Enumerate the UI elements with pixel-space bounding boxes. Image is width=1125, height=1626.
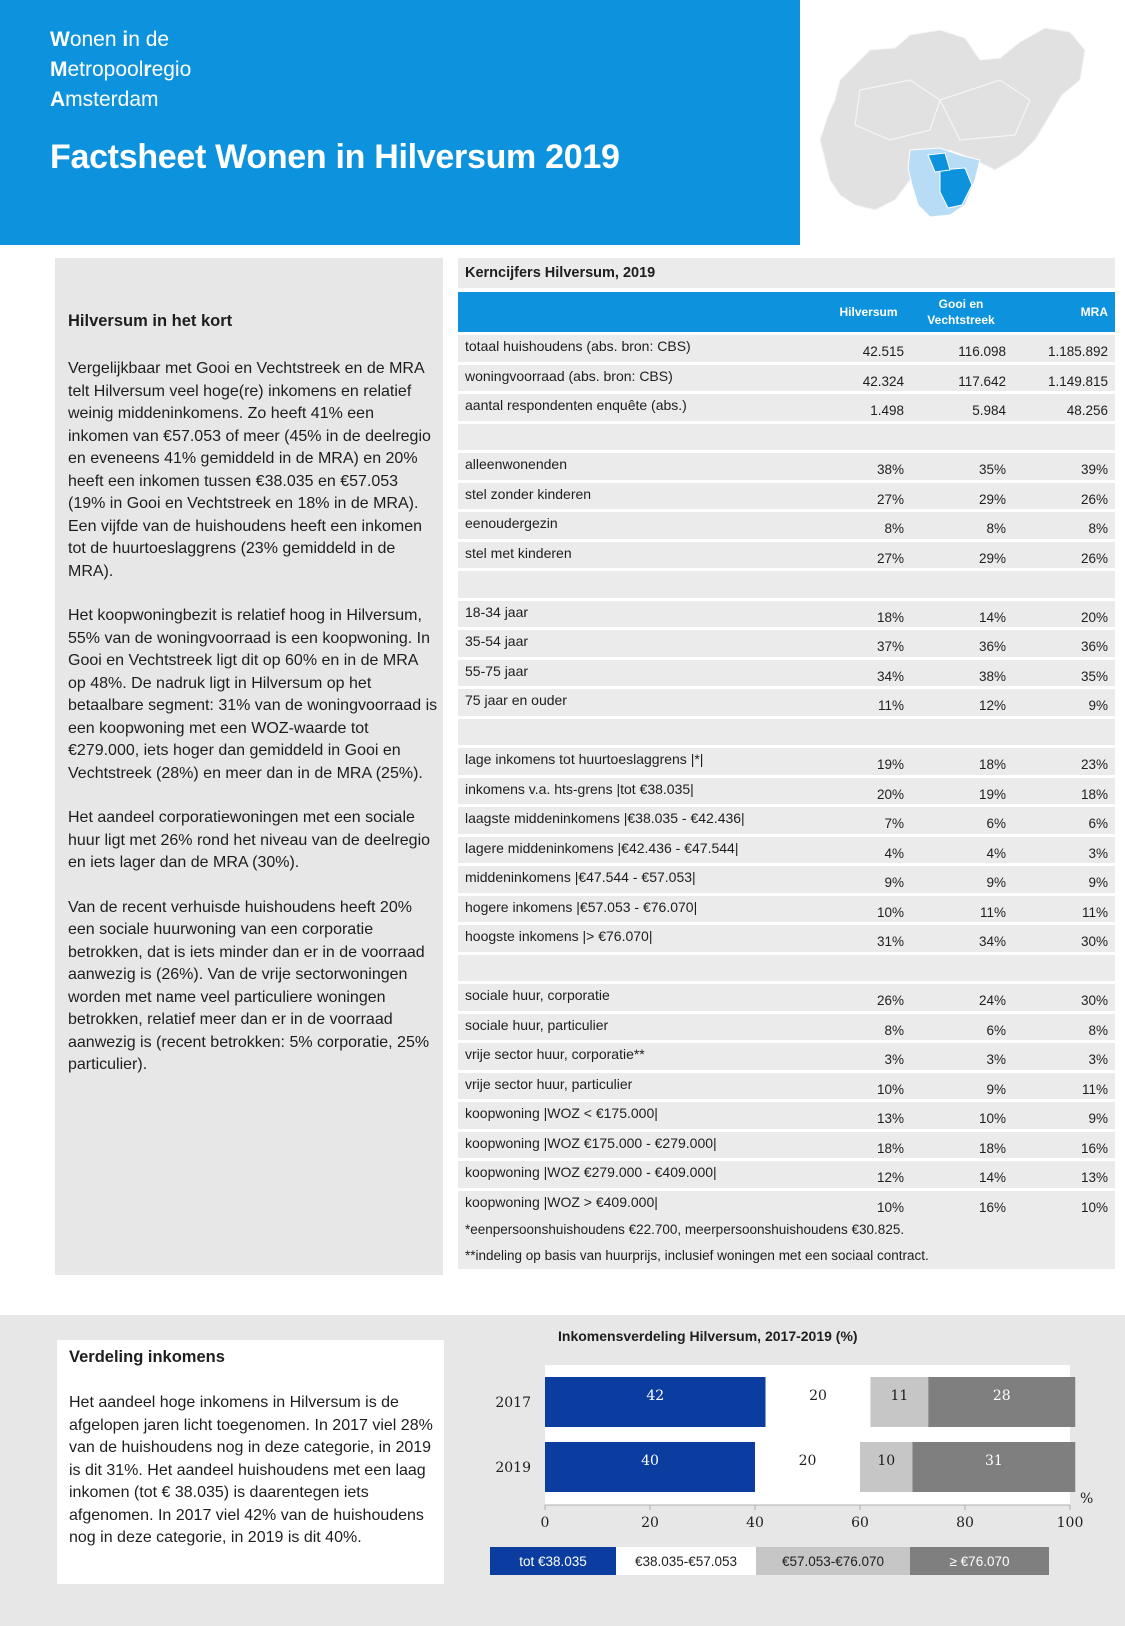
row-label: middeninkomens |€47.544 - €57.053| bbox=[458, 866, 828, 893]
value-mra: 6% bbox=[1011, 807, 1115, 834]
value-gooi: 14% bbox=[909, 1161, 1013, 1188]
value-mra: 16% bbox=[1011, 1132, 1115, 1159]
value-hilversum: 26% bbox=[826, 984, 911, 1011]
value-hilversum: 7% bbox=[826, 807, 911, 834]
value-mra: 48.256 bbox=[1011, 394, 1115, 421]
logo-line-3: Amsterdam bbox=[50, 88, 159, 111]
table-footnote: **indeling op basis van huurprijs, inclusief woningen met een sociaal contract. bbox=[458, 1243, 1115, 1269]
intro-body bbox=[68, 358, 438, 1099]
value-gooi: 12% bbox=[909, 689, 1013, 716]
value-mra: 11% bbox=[1011, 896, 1115, 923]
value-hilversum: 42.324 bbox=[826, 365, 911, 392]
row-label: koopwoning |WOZ €175.000 - €279.000| bbox=[458, 1132, 828, 1159]
value-gooi: 9% bbox=[909, 1073, 1013, 1100]
table-row bbox=[458, 1043, 1115, 1070]
row-label: lagere middeninkomens |€42.436 - €47.544| bbox=[458, 837, 828, 864]
column-header-mra: MRA bbox=[1080, 305, 1108, 319]
table-row bbox=[458, 778, 1115, 805]
table-row bbox=[458, 837, 1115, 864]
value-hilversum: 8% bbox=[826, 512, 911, 539]
value-gooi: 38% bbox=[909, 660, 1013, 687]
value-gooi: 34% bbox=[909, 925, 1013, 952]
table-spacer-row bbox=[458, 571, 1115, 598]
value-mra: 35% bbox=[1011, 660, 1115, 687]
row-label: sociale huur, particulier bbox=[458, 1014, 828, 1041]
value-mra: 20% bbox=[1011, 601, 1115, 628]
value-hilversum: 10% bbox=[826, 1191, 911, 1218]
value-gooi: 6% bbox=[909, 807, 1013, 834]
table-title: Kerncijfers Hilversum, 2019 bbox=[458, 258, 1115, 288]
row-label: laagste middeninkomens |€38.035 - €42.436| bbox=[458, 807, 828, 834]
value-hilversum: 11% bbox=[826, 689, 911, 716]
table-row bbox=[458, 807, 1115, 834]
value-gooi: 3% bbox=[909, 1043, 1013, 1070]
value-mra: 1.149.815 bbox=[1011, 365, 1115, 392]
value-gooi: 35% bbox=[909, 453, 1013, 480]
table-row bbox=[458, 335, 1115, 362]
value-mra: 9% bbox=[1011, 866, 1115, 893]
value-mra: 30% bbox=[1011, 984, 1115, 1011]
row-label: 75 jaar en ouder bbox=[458, 689, 828, 716]
value-mra: 10% bbox=[1011, 1191, 1115, 1218]
value-hilversum: 13% bbox=[826, 1102, 911, 1129]
data-label: 10 bbox=[877, 1453, 896, 1469]
x-tick-label: 20 bbox=[641, 1515, 659, 1531]
x-tick-label: 60 bbox=[851, 1515, 869, 1531]
value-mra: 30% bbox=[1011, 925, 1115, 952]
row-label: eenoudergezin bbox=[458, 512, 828, 539]
row-label: koopwoning |WOZ < €175.000| bbox=[458, 1102, 828, 1129]
value-mra: 1.185.892 bbox=[1011, 335, 1115, 362]
table-row bbox=[458, 542, 1115, 569]
intro-paragraph: Van de recent verhuisde huishoudens heeft 20% een sociale huurwoning van een corporatie betrokken, dat is iets minder dan er in de voorraad aanwezig is (26%). Van de vrije sectorwoningen worden met name veel particuliere woningen betrokken, relatief meer dan er in de voorraad aanwezig is (recent betrokken: 5% corporatie, 25% particulier). bbox=[68, 898, 430, 1073]
row-label: stel met kinderen bbox=[458, 542, 828, 569]
value-hilversum: 10% bbox=[826, 1073, 911, 1100]
table-row bbox=[458, 925, 1115, 952]
value-gooi: 11% bbox=[909, 896, 1013, 923]
row-label: inkomens v.a. hts-grens |tot €38.035| bbox=[458, 778, 828, 805]
table-row bbox=[458, 453, 1115, 480]
table-row bbox=[458, 630, 1115, 657]
value-hilversum: 19% bbox=[826, 748, 911, 775]
value-gooi: 8% bbox=[909, 512, 1013, 539]
value-hilversum: 42.515 bbox=[826, 335, 911, 362]
value-gooi: 24% bbox=[909, 984, 1013, 1011]
table-row bbox=[458, 984, 1115, 1011]
value-hilversum: 18% bbox=[826, 601, 911, 628]
value-mra: 3% bbox=[1011, 1043, 1115, 1070]
row-label: alleenwonenden bbox=[458, 453, 828, 480]
table-header bbox=[458, 292, 1115, 332]
table-row bbox=[458, 689, 1115, 716]
column-header-hilversum: Hilversum bbox=[839, 305, 898, 319]
legend-entry: tot €38.035 bbox=[519, 1554, 587, 1569]
income-panel bbox=[57, 1340, 444, 1584]
table-row bbox=[458, 1014, 1115, 1041]
table-row bbox=[458, 896, 1115, 923]
data-label: 20 bbox=[798, 1453, 817, 1469]
key-figures-table bbox=[458, 258, 1115, 1269]
value-gooi: 10% bbox=[909, 1102, 1013, 1129]
logo-line-2: Metropoolregio bbox=[50, 58, 192, 81]
value-mra: 26% bbox=[1011, 483, 1115, 510]
intro-paragraph: Het aandeel corporatiewoningen met een sociale huur ligt met 26% rond het niveau van de deelregio en iets lager dan de MRA (30%). bbox=[68, 809, 431, 871]
value-gooi: 14% bbox=[909, 601, 1013, 628]
value-hilversum: 4% bbox=[826, 837, 911, 864]
row-label: vrije sector huur, particulier bbox=[458, 1073, 828, 1100]
legend-entry: ≥ €76.070 bbox=[949, 1554, 1010, 1569]
row-label: 55-75 jaar bbox=[458, 660, 828, 687]
row-label: hoogste inkomens |> €76.070| bbox=[458, 925, 828, 952]
legend-entry: €57.053-€76.070 bbox=[781, 1554, 885, 1569]
table-row bbox=[458, 660, 1115, 687]
value-hilversum: 20% bbox=[826, 778, 911, 805]
table-row bbox=[458, 365, 1115, 392]
income-body: Het aandeel hoge inkomens in Hilversum is de afgelopen jaren licht toegenomen. In 2017 viel 28% van de huishoudens nog in deze categorie, in 2019 is dit 31%. Het aandeel huishoudens met een laag inkomen (tot € 38.035) is daarentegen iets afgenomen. In 2017 viel 42% van de huishoudens nog in deze categorie, in 2019 is dit 40%. bbox=[69, 1394, 433, 1546]
value-mra: 26% bbox=[1011, 542, 1115, 569]
intro-panel bbox=[55, 258, 443, 1275]
value-hilversum: 38% bbox=[826, 453, 911, 480]
x-tick-label: 0 bbox=[540, 1515, 550, 1531]
value-mra: 39% bbox=[1011, 453, 1115, 480]
column-header-gooi: Gooi en Vechtstreek bbox=[927, 297, 995, 327]
value-gooi: 19% bbox=[909, 778, 1013, 805]
data-label: 42 bbox=[646, 1388, 665, 1404]
value-hilversum: 9% bbox=[826, 866, 911, 893]
table-row bbox=[458, 601, 1115, 628]
x-unit-label: % bbox=[1080, 1491, 1094, 1507]
row-label: lage inkomens tot huurtoeslaggrens |*| bbox=[458, 748, 828, 775]
value-hilversum: 34% bbox=[826, 660, 911, 687]
value-hilversum: 12% bbox=[826, 1161, 911, 1188]
x-tick-label: 40 bbox=[746, 1515, 764, 1531]
table-spacer-row bbox=[458, 719, 1115, 746]
data-label: 28 bbox=[992, 1388, 1011, 1404]
x-tick-label: 100 bbox=[1056, 1515, 1084, 1531]
table-row bbox=[458, 394, 1115, 421]
value-gooi: 6% bbox=[909, 1014, 1013, 1041]
value-gooi: 16% bbox=[909, 1191, 1013, 1218]
value-hilversum: 18% bbox=[826, 1132, 911, 1159]
value-mra: 36% bbox=[1011, 630, 1115, 657]
table-body bbox=[458, 335, 1115, 1217]
value-mra: 11% bbox=[1011, 1073, 1115, 1100]
value-hilversum: 31% bbox=[826, 925, 911, 952]
data-label: 20 bbox=[809, 1388, 827, 1404]
value-gooi: 9% bbox=[909, 866, 1013, 893]
table-spacer-row bbox=[458, 955, 1115, 982]
data-label: 40 bbox=[641, 1453, 659, 1469]
value-gooi: 29% bbox=[909, 542, 1013, 569]
value-hilversum: 10% bbox=[826, 896, 911, 923]
chart-marks bbox=[490, 1365, 1093, 1575]
chart-title: Inkomensverdeling Hilversum, 2017-2019 (%) bbox=[558, 1328, 858, 1344]
row-label: 18-34 jaar bbox=[458, 601, 828, 628]
table-row bbox=[458, 1191, 1115, 1218]
row-label: hogere inkomens |€57.053 - €76.070| bbox=[458, 896, 828, 923]
region-map-icon bbox=[800, 20, 1100, 230]
row-label: stel zonder kinderen bbox=[458, 483, 828, 510]
row-label: 35-54 jaar bbox=[458, 630, 828, 657]
row-label: aantal respondenten enquête (abs.) bbox=[458, 394, 828, 421]
value-gooi: 29% bbox=[909, 483, 1013, 510]
value-mra: 18% bbox=[1011, 778, 1115, 805]
value-mra: 9% bbox=[1011, 1102, 1115, 1129]
intro-paragraph: Vergelijkbaar met Gooi en Vechtstreek en de MRA telt Hilversum veel hoge(re) inkomens en relatief weinig middeninkomens. Zo heeft 41% een inkomen van €57.053 of meer (45% in de deelregio en eveneens 41% gemiddeld in de MRA) en 20% heeft een inkomen tussen €38.035 en €57.053 (19% in Gooi en Vechtstreek en 18% in de MRA). Een vijfde van de huishoudens heeft een inkomen tot de huurtoeslaggrens (23% gemiddeld in de MRA). bbox=[68, 360, 431, 580]
value-gooi: 18% bbox=[909, 748, 1013, 775]
header-banner bbox=[0, 0, 800, 245]
legend-entry: €38.035-€57.053 bbox=[634, 1554, 738, 1569]
intro-paragraph: Het koopwoningbezit is relatief hoog in Hilversum, 55% van de woningvoorraad is een koopwoning. In Gooi en Vechtstreek ligt dit op 60% en in de MRA op 48%. De nadruk ligt in Hilversum op het betaalbare segment: 31% van de woningvoorraad is een koopwoning met een WOZ-waarde tot €279.000, iets hoger dan gemiddeld in Gooi en Vechtstreek (28%) en meer dan in de MRA (25%). bbox=[68, 607, 438, 782]
value-hilversum: 8% bbox=[826, 1014, 911, 1041]
value-gooi: 117.642 bbox=[909, 365, 1013, 392]
value-gooi: 36% bbox=[909, 630, 1013, 657]
value-mra: 13% bbox=[1011, 1161, 1115, 1188]
table-row bbox=[458, 1102, 1115, 1129]
category-label: 2019 bbox=[495, 1460, 531, 1476]
page-title: Factsheet Wonen in Hilversum 2019 bbox=[50, 138, 620, 176]
value-mra: 8% bbox=[1011, 512, 1115, 539]
table-row bbox=[458, 1132, 1115, 1159]
value-gooi: 18% bbox=[909, 1132, 1013, 1159]
table-row bbox=[458, 512, 1115, 539]
data-label: 11 bbox=[890, 1388, 909, 1404]
value-hilversum: 3% bbox=[826, 1043, 911, 1070]
table-row bbox=[458, 1161, 1115, 1188]
row-label: totaal huishoudens (abs. bron: CBS) bbox=[458, 335, 828, 362]
value-mra: 3% bbox=[1011, 837, 1115, 864]
row-label: sociale huur, corporatie bbox=[458, 984, 828, 1011]
row-label: vrije sector huur, corporatie** bbox=[458, 1043, 828, 1070]
data-label: 31 bbox=[984, 1453, 1003, 1469]
table-row bbox=[458, 483, 1115, 510]
table-row bbox=[458, 748, 1115, 775]
income-chart bbox=[458, 1325, 1125, 1625]
value-mra: 8% bbox=[1011, 1014, 1115, 1041]
value-gooi: 5.984 bbox=[909, 394, 1013, 421]
table-row bbox=[458, 866, 1115, 893]
category-label: 2017 bbox=[495, 1395, 531, 1411]
value-hilversum: 27% bbox=[826, 483, 911, 510]
table-row bbox=[458, 1073, 1115, 1100]
value-gooi: 116.098 bbox=[909, 335, 1013, 362]
value-mra: 9% bbox=[1011, 689, 1115, 716]
intro-title: Hilversum in het kort bbox=[68, 312, 233, 330]
value-hilversum: 37% bbox=[826, 630, 911, 657]
value-hilversum: 1.498 bbox=[826, 394, 911, 421]
table-spacer-row bbox=[458, 424, 1115, 451]
x-tick-label: 80 bbox=[956, 1515, 974, 1531]
income-title: Verdeling inkomens bbox=[69, 1348, 225, 1366]
logo-line-1: Wonen in de bbox=[50, 28, 170, 51]
table-footnote: *eenpersoonshuishoudens €22.700, meerpersoonshuishoudens €30.825. bbox=[458, 1217, 1115, 1243]
value-gooi: 4% bbox=[909, 837, 1013, 864]
value-hilversum: 27% bbox=[826, 542, 911, 569]
value-mra: 23% bbox=[1011, 748, 1115, 775]
row-label: koopwoning |WOZ > €409.000| bbox=[458, 1191, 828, 1218]
row-label: koopwoning |WOZ €279.000 - €409.000| bbox=[458, 1161, 828, 1188]
row-label: woningvoorraad (abs. bron: CBS) bbox=[458, 365, 828, 392]
